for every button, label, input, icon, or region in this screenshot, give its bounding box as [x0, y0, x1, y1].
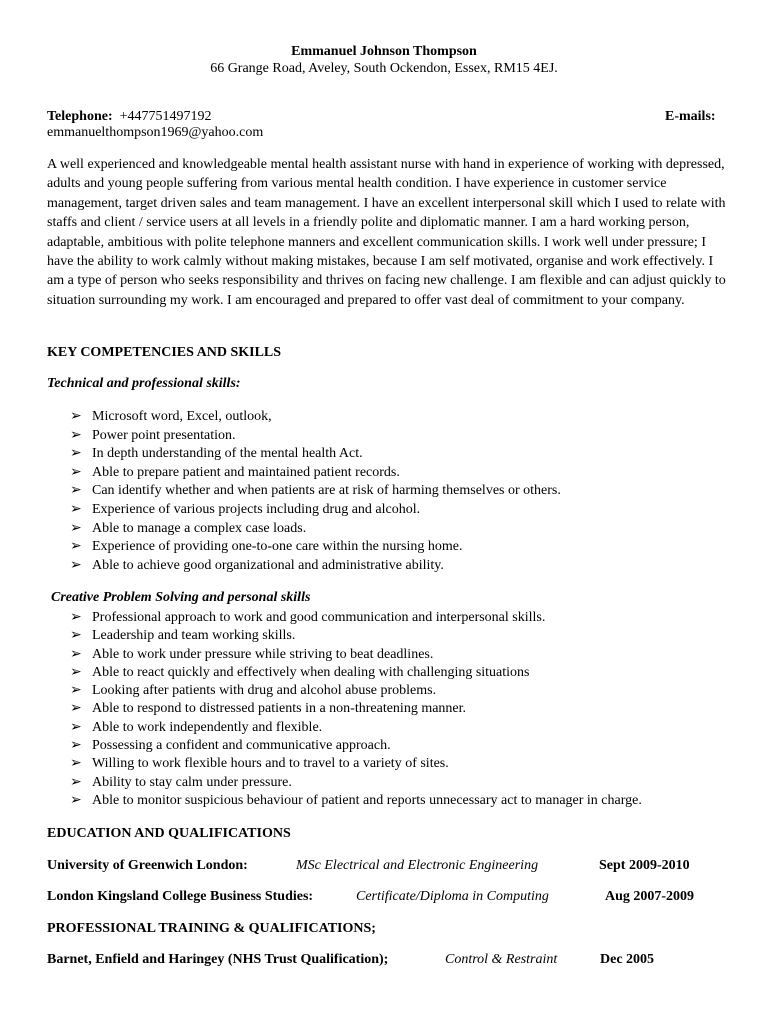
arrow-bullet-icon: ➢ [70, 610, 82, 625]
arrow-bullet-icon: ➢ [70, 664, 82, 680]
arrow-bullet-icon: ➢ [70, 409, 82, 424]
training-course: Control & Restraint [445, 952, 558, 967]
arrow-bullet-icon: ➢ [70, 427, 82, 443]
telephone-label: Telephone: [47, 109, 113, 124]
telephone-line [47, 109, 212, 125]
education-dates: Aug 2007-2009 [605, 889, 695, 904]
creative-skills-heading: Creative Problem Solving and personal skills [51, 590, 311, 605]
competencies-heading: KEY COMPETENCIES AND SKILLS [47, 345, 282, 360]
list-item: ➢ In depth understanding of the mental health Act. [70, 445, 561, 464]
training-row [47, 952, 727, 968]
arrow-bullet-icon: ➢ [70, 446, 82, 462]
arrow-bullet-icon: ➢ [70, 483, 82, 499]
list-item: ➢ Able to monitor suspicious behaviour of patient and reports unnecessary act to manager in charge. [70, 792, 642, 810]
list-item: ➢ Possessing a confident and communicative approach. [70, 737, 642, 755]
list-item: ➢ Able to achieve good organizational and administrative ability. [70, 557, 561, 576]
education-institution: University of Greenwich London: [47, 858, 248, 873]
list-item: ➢ Looking after patients with drug and alcohol abuse problems. [70, 682, 642, 700]
list-item: ➢ Leadership and team working skills. [70, 627, 642, 645]
education-row [47, 858, 727, 874]
education-course: Certificate/Diploma in Computing [356, 889, 549, 904]
profile-summary [47, 155, 727, 310]
arrow-bullet-icon: ➢ [70, 520, 82, 536]
list-item: ➢ Willing to work flexible hours and to travel to a variety of sites. [70, 755, 642, 773]
list-item: ➢ Able to manage a complex case loads. [70, 520, 561, 539]
list-item: ➢ Professional approach to work and good communication and interpersonal skills. [70, 609, 642, 627]
education-dates: Sept 2009-2010 [599, 858, 690, 873]
arrow-bullet-icon: ➢ [70, 719, 82, 735]
list-item: ➢ Able to respond to distressed patients in a non-threatening manner. [70, 700, 642, 718]
arrow-bullet-icon: ➢ [70, 774, 82, 790]
arrow-bullet-icon: ➢ [70, 539, 82, 555]
creative-skills-list [70, 609, 642, 810]
arrow-bullet-icon: ➢ [70, 646, 82, 662]
summary-text: A well experienced and knowledgeable mental health assistant nurse with hand in experience of working with depressed, adults and young people suffering from various mental health condition. I have experience in customer service management, target driven sales and team management. I have an excellent interpersonal skill which I used to relate with staffs and client / service users at all levels in a friendly polite and diplomatic manner. I am a hard working person, adaptable, ambitious with polite telephone manners and excellent communication skills. I work well under pressure; I have the ability to work calmly without making mistakes, because I am self motivated, organise and work effectively. I am a type of person who seeks responsibility and thrives on facing new challenge. I am flexible and can adjust quickly to situation surrounding my work. I am encouraged and prepared to offer vast deal of commitment to your company. [47, 157, 726, 308]
arrow-bullet-icon: ➢ [70, 683, 82, 699]
arrow-bullet-icon: ➢ [70, 701, 82, 717]
arrow-bullet-icon: ➢ [70, 464, 82, 480]
address: 66 Grange Road, Aveley, South Ockendon, Essex, RM15 4EJ. [210, 61, 558, 76]
education-course: MSc Electrical and Electronic Engineering [296, 858, 539, 873]
education-institution: London Kingsland College Business Studies: [47, 889, 314, 904]
emails-label: E-mails: [665, 109, 716, 124]
education-heading: EDUCATION AND QUALIFICATIONS [47, 826, 291, 841]
arrow-bullet-icon: ➢ [70, 792, 82, 808]
education-row [47, 889, 727, 905]
arrow-bullet-icon: ➢ [70, 756, 82, 772]
list-item: ➢ Able to prepare patient and maintained patient records. [70, 464, 561, 483]
list-item: ➢ Power point presentation. [70, 427, 561, 446]
arrow-bullet-icon: ➢ [70, 628, 82, 644]
technical-skills-heading: Technical and professional skills: [47, 376, 241, 391]
list-item: ➢ Able to react quickly and effectively when dealing with challenging situations [70, 664, 642, 682]
list-item: ➢ Experience of various projects including drug and alcohol. [70, 501, 561, 520]
list-item: ➢ Able to work independently and flexible. [70, 719, 642, 737]
arrow-bullet-icon: ➢ [70, 557, 82, 573]
technical-skills-list [70, 408, 561, 575]
arrow-bullet-icon: ➢ [70, 738, 82, 754]
list-item: ➢ Able to work under pressure while striving to beat deadlines. [70, 646, 642, 664]
list-item: ➢ Can identify whether and when patients are at risk of harming themselves or others. [70, 482, 561, 501]
candidate-name: Emmanuel Johnson Thompson [291, 44, 477, 59]
arrow-bullet-icon: ➢ [70, 501, 82, 517]
training-dates: Dec 2005 [600, 952, 655, 967]
telephone-number: +447751497192 [119, 109, 212, 124]
training-heading: PROFESSIONAL TRAINING & QUALIFICATIONS; [47, 921, 376, 936]
training-institution: Barnet, Enfield and Haringey (NHS Trust Qualification); [47, 952, 389, 967]
list-item: ➢ Experience of providing one-to-one care within the nursing home. [70, 538, 561, 557]
email-address: emmanuelthompson1969@yahoo.com [47, 125, 264, 140]
list-item: ➢ Ability to stay calm under pressure. [70, 774, 642, 792]
list-item: ➢ Microsoft word, Excel, outlook, [70, 408, 561, 427]
